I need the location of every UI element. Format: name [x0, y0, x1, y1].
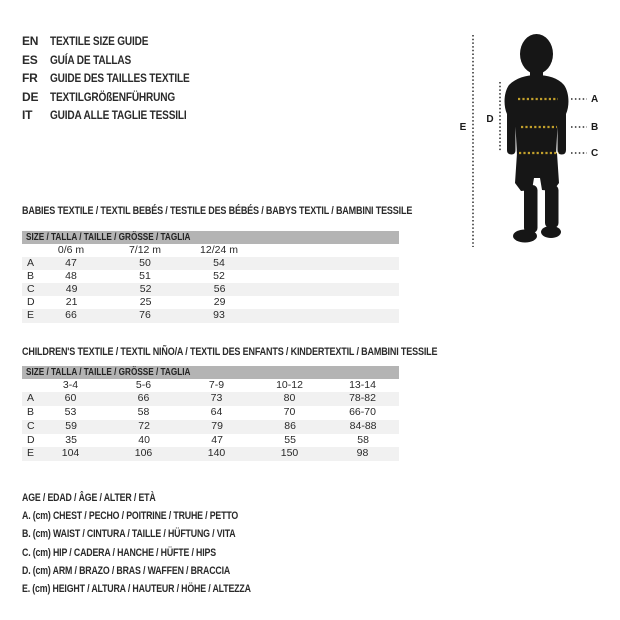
measure-label-d: D	[486, 114, 494, 125]
children-section-heading	[22, 346, 529, 358]
children-heading-text: CHILDREN'S TEXTILE / TEXTIL NIÑO/A / TEXTIL DES ENFANTS / KINDERTEXTIL / BAMBINI TESSILE	[22, 346, 438, 358]
table-cell: 59	[65, 419, 77, 432]
babies-size-table	[22, 231, 399, 323]
table-cell: 70	[283, 406, 296, 419]
table-cell: 79	[211, 419, 223, 432]
table-cell: 47	[211, 433, 223, 446]
row-label: E	[27, 447, 35, 460]
table-row	[22, 270, 399, 283]
children-size-bar	[22, 366, 399, 379]
legend-chest-line	[22, 507, 308, 525]
table-row	[22, 406, 399, 420]
column-header: 10-12	[276, 378, 303, 391]
table-cell: 25	[139, 296, 152, 309]
table-row	[22, 283, 399, 296]
children-size-bar-text: SIZE / TALLA / TAILLE / GRÖSSE / TAGLIA	[26, 366, 191, 378]
table-cell: 98	[356, 447, 369, 460]
table-cell: 56	[213, 283, 226, 296]
table-cell: 76	[139, 309, 151, 322]
language-title: GUIDA ALLE TAGLIE TESSILI	[50, 108, 187, 123]
children-column-header-row	[22, 379, 399, 393]
language-title: TEXTILGRÖßENFÜHRUNG	[50, 89, 176, 104]
row-label: C	[27, 419, 35, 432]
table-cell: 53	[64, 406, 77, 419]
measure-label-e: E	[459, 122, 467, 133]
table-row	[22, 296, 399, 309]
measurement-diagram	[440, 10, 620, 260]
table-cell: 47	[65, 256, 77, 269]
legend-hip-line	[22, 544, 308, 562]
language-row-fr	[22, 69, 216, 88]
column-header: 12/24 m	[200, 243, 238, 256]
corner-cell	[22, 379, 34, 393]
language-title: GUÍA DE TALLAS	[50, 52, 132, 67]
row-label: D	[27, 296, 35, 309]
table-cell: 50	[139, 256, 151, 269]
table-row	[22, 447, 399, 461]
table-cell: 150	[280, 447, 299, 460]
row-label: C	[27, 283, 35, 296]
language-code: FR	[22, 71, 38, 86]
babies-section-heading	[22, 205, 498, 217]
table-cell: 80	[283, 392, 296, 405]
column-header: 0/6 m	[57, 243, 85, 256]
babies-heading-text: BABIES TEXTILE / TEXTIL BEBÉS / TESTILE DES BÉBÉS / BABYS TEXTIL / BAMBINI TESSILE	[22, 205, 413, 217]
language-title-list	[22, 32, 216, 125]
table-cell: 66-70	[349, 406, 376, 419]
language-title: TEXTILE SIZE GUIDE	[50, 34, 149, 48]
measure-label-c: C	[591, 148, 599, 159]
table-cell: 52	[139, 283, 152, 296]
children-size-table	[22, 366, 399, 461]
language-row-it	[22, 106, 216, 125]
table-cell: 49	[65, 283, 78, 296]
babies-size-bar-text: SIZE / TALLA / TAILLE / GRÖSSE / TAGLIA	[26, 231, 191, 243]
legend-arm-line	[22, 562, 308, 580]
table-cell: 106	[134, 447, 153, 460]
table-cell: 60	[64, 392, 77, 405]
table-cell: 72	[138, 419, 150, 432]
table-cell: 58	[137, 406, 150, 419]
table-cell: 66	[65, 309, 77, 322]
table-cell: 86	[284, 419, 296, 432]
babies-size-bar	[22, 231, 399, 244]
table-cell: 21	[65, 296, 78, 309]
table-row	[22, 257, 399, 270]
row-label: D	[27, 433, 35, 446]
table-cell: 78-82	[349, 392, 376, 405]
column-header: 7-9	[208, 378, 225, 391]
table-cell: 93	[213, 309, 225, 322]
legend-waist-line	[22, 525, 308, 543]
table-cell: 40	[138, 433, 150, 446]
language-code: EN	[22, 34, 39, 48]
measure-label-b: B	[591, 122, 599, 133]
table-row	[22, 309, 399, 322]
column-header: 3-4	[62, 378, 79, 391]
column-header: 13-14	[349, 378, 376, 391]
table-cell: 66	[137, 392, 150, 405]
column-header: 7/12 m	[128, 243, 162, 256]
table-cell: 29	[213, 296, 226, 309]
table-cell: 52	[213, 269, 225, 282]
legend-chest-text: A. (cm) CHEST / PECHO / POITRINE / TRUHE / PETTO	[22, 510, 239, 523]
table-cell: 140	[207, 447, 226, 460]
language-row-de	[22, 88, 216, 107]
language-title: GUIDE DES TAILLES TEXTILE	[50, 71, 190, 86]
row-label: B	[27, 269, 35, 282]
babies-column-header-row	[22, 244, 399, 257]
table-cell: 35	[65, 433, 77, 446]
table-row	[22, 434, 399, 448]
legend-waist-text: B. (cm) WAIST / CINTURA / TAILLE / HÜFTUNG / VITA	[22, 528, 236, 541]
column-header: 5-6	[135, 378, 152, 391]
row-label: A	[27, 256, 35, 269]
measure-label-a: A	[591, 94, 599, 105]
table-cell: 51	[139, 269, 151, 282]
row-label: B	[27, 406, 35, 419]
legend-hip-text: C. (cm) HIP / CADERA / HANCHE / HÜFTE / HIPS	[22, 546, 216, 559]
language-code: ES	[22, 52, 38, 67]
language-code: DE	[22, 89, 39, 104]
table-cell: 104	[61, 447, 80, 460]
legend-arm-text: D. (cm) ARM / BRAZO / BRAS / WAFFEN / BRACCIA	[22, 564, 231, 577]
table-cell: 58	[357, 433, 369, 446]
language-row-en	[22, 32, 216, 51]
row-label: A	[27, 392, 35, 405]
table-cell: 54	[213, 256, 225, 269]
table-cell: 64	[210, 406, 223, 419]
legend-height-line	[22, 580, 308, 598]
table-cell: 55	[284, 433, 296, 446]
corner-cell	[22, 244, 34, 257]
table-cell: 48	[65, 269, 77, 282]
table-cell: 84-88	[349, 419, 377, 432]
table-row	[22, 392, 399, 406]
language-code: IT	[22, 108, 33, 123]
language-row-es	[22, 51, 216, 70]
table-cell: 73	[210, 392, 223, 405]
legend-age-line	[22, 489, 308, 507]
row-label: E	[27, 309, 35, 322]
table-row	[22, 420, 399, 434]
legend-age-text: AGE / EDAD / ÂGE / ALTER / ETÀ	[22, 492, 156, 504]
child-silhouette	[505, 34, 569, 243]
measurement-legend	[22, 489, 308, 598]
legend-height-text: E. (cm) HEIGHT / ALTURA / HAUTEUR / HÖHE / ALTEZZA	[22, 582, 251, 595]
